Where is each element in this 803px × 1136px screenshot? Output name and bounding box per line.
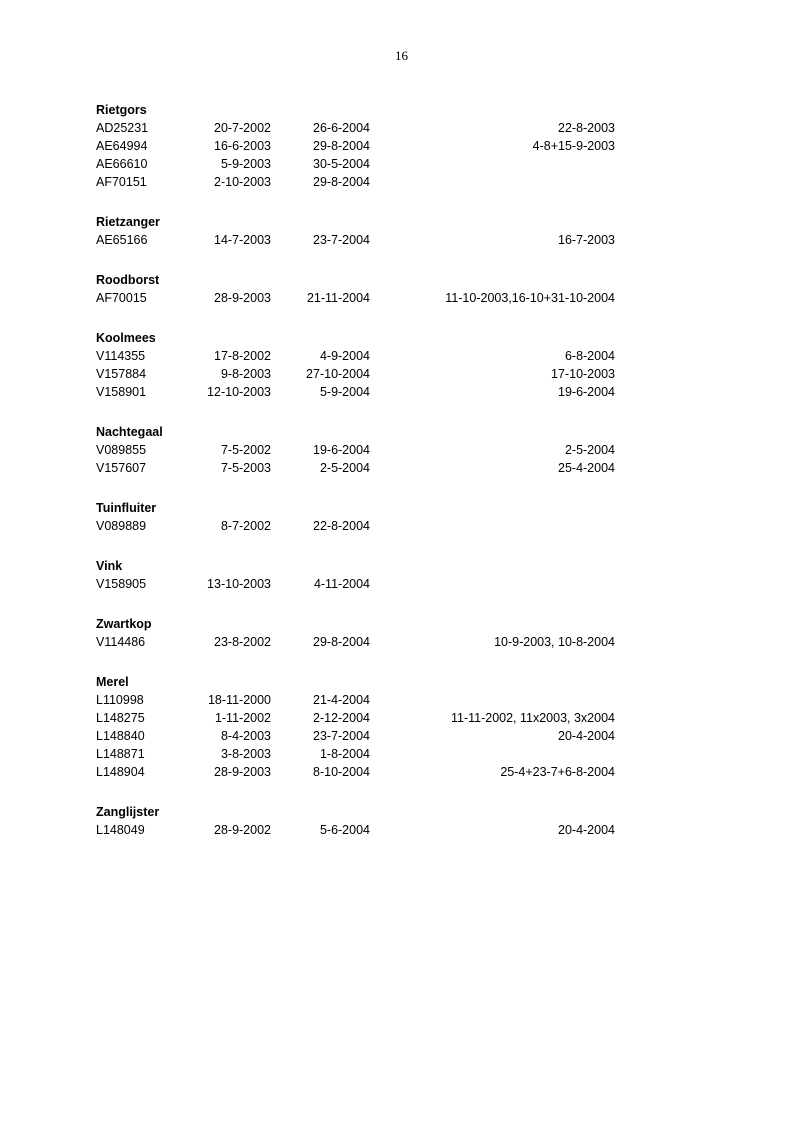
ringing-date: 17-8-2002	[214, 349, 271, 363]
species-heading: Rietgors	[96, 103, 147, 117]
recapture-date: 23-7-2004	[313, 729, 370, 743]
other-controls: 19-6-2004	[558, 385, 615, 399]
page-number: 16	[395, 48, 408, 63]
record-row	[96, 745, 636, 763]
recapture-date: 26-6-2004	[313, 121, 370, 135]
other-controls: 22-8-2003	[558, 121, 615, 135]
species-heading: Zwartkop	[96, 617, 152, 631]
other-controls: 16-7-2003	[558, 233, 615, 247]
species-heading: Merel	[96, 675, 129, 689]
ring-number: AD25231	[96, 121, 149, 135]
ringing-date: 2-10-2003	[214, 175, 271, 189]
ring-number: V114486	[96, 635, 146, 649]
ring-number: L148871	[96, 747, 145, 761]
other-controls: 20-4-2004	[558, 823, 615, 837]
ringing-date: 12-10-2003	[207, 385, 271, 399]
ring-number: V089889	[96, 519, 147, 533]
species-group	[96, 101, 636, 191]
ringing-date: 18-11-2000	[207, 693, 271, 707]
record-row	[96, 119, 636, 137]
record-row	[96, 575, 636, 593]
ringing-date: 8-4-2003	[220, 729, 271, 743]
record-row	[96, 137, 636, 155]
ringing-date: 5-9-2003	[220, 157, 271, 171]
species-heading: Tuinfluiter	[96, 501, 157, 515]
record-row	[96, 289, 636, 307]
other-controls: 25-4-2004	[558, 461, 615, 475]
ringing-date: 3-8-2003	[220, 747, 271, 761]
recapture-date: 19-6-2004	[313, 443, 370, 457]
ringing-date: 1-11-2002	[214, 711, 271, 725]
ring-number: V158901	[96, 385, 147, 399]
species-group	[96, 803, 636, 839]
species-group	[96, 673, 636, 781]
recapture-date: 23-7-2004	[313, 233, 370, 247]
recapture-date: 2-12-2004	[313, 711, 370, 725]
ring-number: AE66610	[96, 157, 148, 171]
ringing-date: 20-7-2002	[214, 121, 271, 135]
recapture-date: 22-8-2004	[313, 519, 370, 533]
species-group	[96, 213, 636, 249]
other-controls: 20-4-2004	[558, 729, 615, 743]
species-group	[96, 499, 636, 535]
other-controls: 10-9-2003, 10-8-2004	[494, 635, 615, 649]
ringing-date: 28-9-2003	[214, 291, 271, 305]
record-row	[96, 173, 636, 191]
species-group	[96, 271, 636, 307]
record-row	[96, 383, 636, 401]
other-controls: 25-4+23-7+6-8-2004	[500, 765, 615, 779]
ringing-date: 8-7-2002	[220, 519, 271, 533]
record-row	[96, 517, 636, 535]
ringing-date: 28-9-2003	[214, 765, 271, 779]
ring-number: AF70015	[96, 291, 147, 305]
ring-number: V089855	[96, 443, 147, 457]
record-row	[96, 633, 636, 651]
recapture-date: 30-5-2004	[313, 157, 370, 171]
species-heading: Koolmees	[96, 331, 156, 345]
recapture-date: 2-5-2004	[319, 461, 370, 475]
recapture-date: 1-8-2004	[319, 747, 370, 761]
other-controls: 17-10-2003	[551, 367, 615, 381]
ringing-date: 9-8-2003	[220, 367, 271, 381]
species-heading: Nachtegaal	[96, 425, 163, 439]
recapture-date: 21-11-2004	[306, 291, 370, 305]
species-heading: Roodborst	[96, 273, 160, 287]
ring-number: L110998	[96, 693, 144, 707]
species-heading: Vink	[96, 559, 123, 573]
ringing-date: 7-5-2003	[220, 461, 271, 475]
other-controls: 11-11-2002, 11x2003, 3x2004	[450, 711, 615, 725]
ring-number: L148904	[96, 765, 145, 779]
recapture-date: 4-9-2004	[319, 349, 370, 363]
record-row	[96, 691, 636, 709]
ring-number: AE65166	[96, 233, 148, 247]
record-row	[96, 709, 636, 727]
other-controls: 6-8-2004	[564, 349, 615, 363]
recapture-date: 5-6-2004	[319, 823, 370, 837]
species-heading: Zanglijster	[96, 805, 160, 819]
ring-number: L148840	[96, 729, 145, 743]
species-group	[96, 557, 636, 593]
record-row	[96, 763, 636, 781]
species-group	[96, 423, 636, 477]
record-row	[96, 441, 636, 459]
recapture-date: 8-10-2004	[313, 765, 370, 779]
recapture-date: 27-10-2004	[306, 367, 370, 381]
species-heading: Rietzanger	[96, 215, 160, 229]
species-group	[96, 615, 636, 651]
other-controls: 11-10-2003,16-10+31-10-2004	[445, 291, 615, 305]
ringing-date: 16-6-2003	[214, 139, 271, 153]
ring-number: AE64994	[96, 139, 148, 153]
recapture-date: 29-8-2004	[313, 635, 370, 649]
recapture-date: 21-4-2004	[313, 693, 370, 707]
recapture-date: 4-11-2004	[313, 577, 370, 591]
ringing-date: 13-10-2003	[207, 577, 271, 591]
ringing-records-list	[96, 101, 636, 861]
species-group	[96, 329, 636, 401]
recapture-date: 5-9-2004	[319, 385, 370, 399]
record-row	[96, 347, 636, 365]
ring-number: V114355	[96, 349, 146, 363]
record-row	[96, 459, 636, 477]
ringing-date: 14-7-2003	[214, 233, 271, 247]
ring-number: V157884	[96, 367, 147, 381]
recapture-date: 29-8-2004	[313, 175, 370, 189]
record-row	[96, 231, 636, 249]
record-row	[96, 727, 636, 745]
ring-number: L148275	[96, 711, 145, 725]
record-row	[96, 365, 636, 383]
ringing-date: 23-8-2002	[214, 635, 271, 649]
ring-number: AF70151	[96, 175, 147, 189]
record-row	[96, 155, 636, 173]
ring-number: V158905	[96, 577, 147, 591]
ringing-date: 28-9-2002	[214, 823, 271, 837]
other-controls: 2-5-2004	[564, 443, 615, 457]
record-row	[96, 821, 636, 839]
recapture-date: 29-8-2004	[313, 139, 370, 153]
ring-number: L148049	[96, 823, 145, 837]
ring-number: V157607	[96, 461, 147, 475]
other-controls: 4-8+15-9-2003	[532, 139, 615, 153]
ringing-date: 7-5-2002	[220, 443, 271, 457]
